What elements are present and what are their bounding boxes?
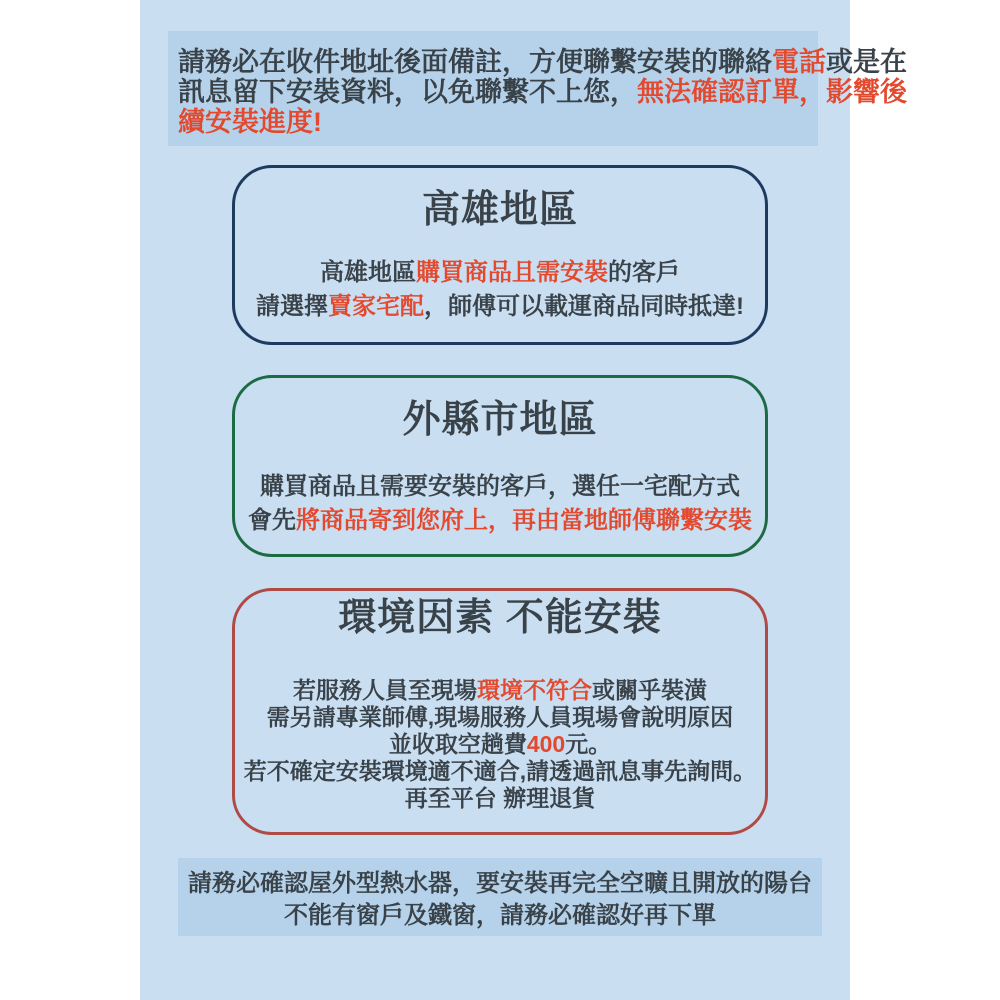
text-line	[235, 677, 765, 704]
body-text: 需另請專業師傅,現場服務人員現場會說明原因	[266, 704, 734, 730]
body-text: 會先	[248, 507, 296, 534]
content-column	[140, 0, 907, 1000]
text-line	[178, 47, 907, 77]
box-cannot-install	[232, 588, 768, 835]
text-line	[235, 256, 765, 290]
box-cannot-install-title: 環境因素 不能安裝	[338, 597, 662, 639]
text-line	[178, 868, 822, 900]
text-line	[235, 504, 765, 538]
text-line	[178, 77, 907, 107]
highlight-text: 購買商品且需安裝	[416, 259, 608, 286]
body-text: 訊息留下安裝資料，以免聯繫不上您，	[178, 77, 637, 107]
highlight-text: 賣家宅配	[328, 293, 424, 320]
bottom-confirmation-notice	[178, 858, 822, 936]
body-text: 的客戶	[608, 259, 680, 286]
text-line	[235, 785, 765, 812]
body-text: 或關乎裝潢	[592, 677, 707, 703]
body-text: 若不確定安裝環境適不適合,請透過訊息事先詢問。	[243, 758, 757, 784]
body-text: 元。	[565, 731, 612, 757]
body-text: 購買商品且需要安裝的客戶，選任一宅配方式	[260, 473, 740, 500]
highlight-text: 環境不符合	[477, 677, 592, 703]
box-kaohsiung-title: 高雄地區	[421, 189, 578, 231]
box-cannot-install-body	[235, 677, 765, 812]
highlight-text: 將商品寄到您府上，再由當地師傅聯繫安裝	[296, 507, 752, 534]
box-other-counties-body	[235, 470, 765, 538]
body-text: 或是在	[826, 47, 907, 77]
highlight-text: 400	[526, 731, 566, 757]
highlight-text: 無法確認訂單，影響後	[637, 77, 907, 107]
body-text: 請務必在收件地址後面備註，方便聯繫安裝的聯絡	[178, 47, 772, 77]
body-text: 請務必確認屋外型熱水器，要安裝再完全空曠且開放的陽台	[188, 870, 812, 897]
top-contact-notice	[168, 31, 907, 146]
text-line	[235, 290, 765, 324]
body-text: ，師傅可以載運商品同時抵達!	[424, 293, 744, 320]
body-text: 不能有窗戶及鐵窗，請務必確認好再下單	[284, 902, 716, 929]
highlight-text: 續安裝進度!	[178, 107, 322, 137]
highlight-text: 電話	[772, 47, 826, 77]
text-line	[235, 470, 765, 504]
box-kaohsiung-area	[232, 165, 768, 345]
body-text: 再至平台 辦理退貨	[404, 785, 596, 811]
body-text: 請選擇	[256, 293, 328, 320]
text-line	[235, 731, 765, 758]
text-line	[235, 758, 765, 785]
box-other-counties-area	[232, 375, 768, 557]
box-kaohsiung-body	[235, 256, 765, 324]
body-text: 並收取空趟費	[388, 731, 527, 757]
box-other-counties-title: 外縣市地區	[402, 399, 598, 441]
text-line	[178, 900, 822, 932]
text-line	[235, 704, 765, 731]
text-line	[178, 107, 808, 137]
body-text: 若服務人員至現場	[293, 677, 477, 703]
body-text: 高雄地區	[320, 259, 416, 286]
